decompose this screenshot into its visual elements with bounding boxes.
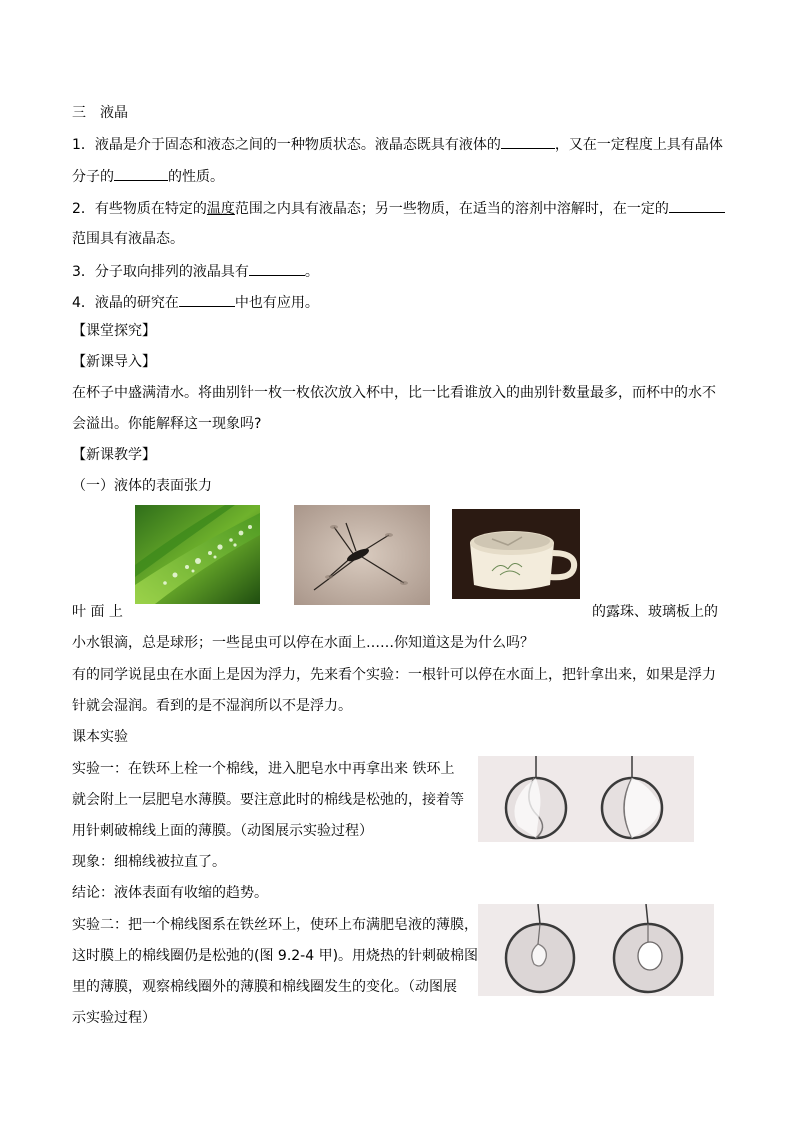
item-3: 3．分子取向排列的液晶具有 。 <box>72 261 319 281</box>
item-1-line-2: 分子的 的性质。 <box>72 166 224 186</box>
conclusion-text: 结论：液体表面有收缩的趋势。 <box>72 885 268 901</box>
ring-film-experiment-1-photo <box>478 756 694 842</box>
item-1-line-1: 1．液晶是介于固态和液态之间的一种物质状态。液晶态既具有液体的 ，又在一定程度上具有晶体 <box>72 134 723 154</box>
blank-field <box>501 134 555 149</box>
subsection-surface-tension: （一）液体的表面张力 <box>72 478 212 494</box>
experiment-1-line-3: 用针刺破棉线上面的薄膜。（动图展示实验过程） <box>72 823 373 839</box>
blank-field <box>114 166 168 181</box>
item-2-line-1: 2．有些物质在特定的温度范围之内具有液晶态；另一些物质，在适当的溶剂中溶解时，在一定的 <box>72 198 725 218</box>
blank-field <box>669 198 725 213</box>
phenomenon-text: 现象：细棉线被拉直了。 <box>72 854 226 870</box>
blank-field <box>179 292 235 307</box>
textbook-experiment-label: 课本实验 <box>72 729 128 745</box>
class-explore-heading: 【课堂探究】 <box>72 323 156 339</box>
experiment-2-line-2: 这时膜上的棉线圈仍是松弛的(图 9.2-4 甲)。用烧热的针刺破棉图 <box>72 948 479 964</box>
item-4: 4．液晶的研究在 中也有应用。 <box>72 292 319 312</box>
ring-film-experiment-2-photo <box>478 904 714 996</box>
experiment-1-line-1: 实验一：在铁环上栓一个棉线，进入肥皂水中再拿出来 铁环上 <box>72 761 455 777</box>
experiment-2-line-1: 实验二：把一个棉线图系在铁丝环上，使环上布满肥皂液的薄膜， <box>72 917 478 933</box>
buoyancy-paragraph-line-1: 有的同学说昆虫在水面上是因为浮力，先来看个实验：一根针可以停在水面上，把针拿出来，如果是浮力 <box>72 667 716 683</box>
buoyancy-paragraph-line-2: 针就会湿润。看到的是不湿润所以不是浮力。 <box>72 698 352 714</box>
drops-paragraph: 小水银滴，总是球形；一些昆虫可以停在水面上……你知道这是为什么吗？ <box>72 635 534 651</box>
experiment-1-line-2: 就会附上一层肥皂水薄膜。要注意此时的棉线是松弛的，接着等 <box>72 792 464 808</box>
experiment-2-line-3: 里的薄膜，观察棉线圈外的薄膜和棉线圈发生的变化。（动图展 <box>72 979 457 995</box>
water-cup-photo <box>452 509 580 599</box>
leaf-label: 叶 面 上 <box>72 604 123 620</box>
leaf-dewdrop-photo <box>135 505 260 604</box>
blank-field <box>249 261 305 276</box>
item-2-line-2: 范围具有液晶态。 <box>72 231 184 247</box>
intro-paragraph-line-1: 在杯子中盛满清水。将曲别针一枚一枚依次放入杯中，比一比看谁放入的曲别针数量最多，而杯中的水不 <box>72 385 716 401</box>
new-lesson-teaching-heading: 【新课教学】 <box>72 447 156 463</box>
new-lesson-intro-heading: 【新课导入】 <box>72 354 156 370</box>
intro-paragraph-line-2: 会溢出。你能解释这一现象吗? <box>72 416 262 432</box>
dewdrop-caption-tail: 的露珠、玻璃板上的 <box>592 604 718 620</box>
experiment-2-line-4: 示实验过程） <box>72 1010 156 1026</box>
section-title: 三 液晶 <box>72 105 128 121</box>
water-insect-photo <box>294 505 430 605</box>
